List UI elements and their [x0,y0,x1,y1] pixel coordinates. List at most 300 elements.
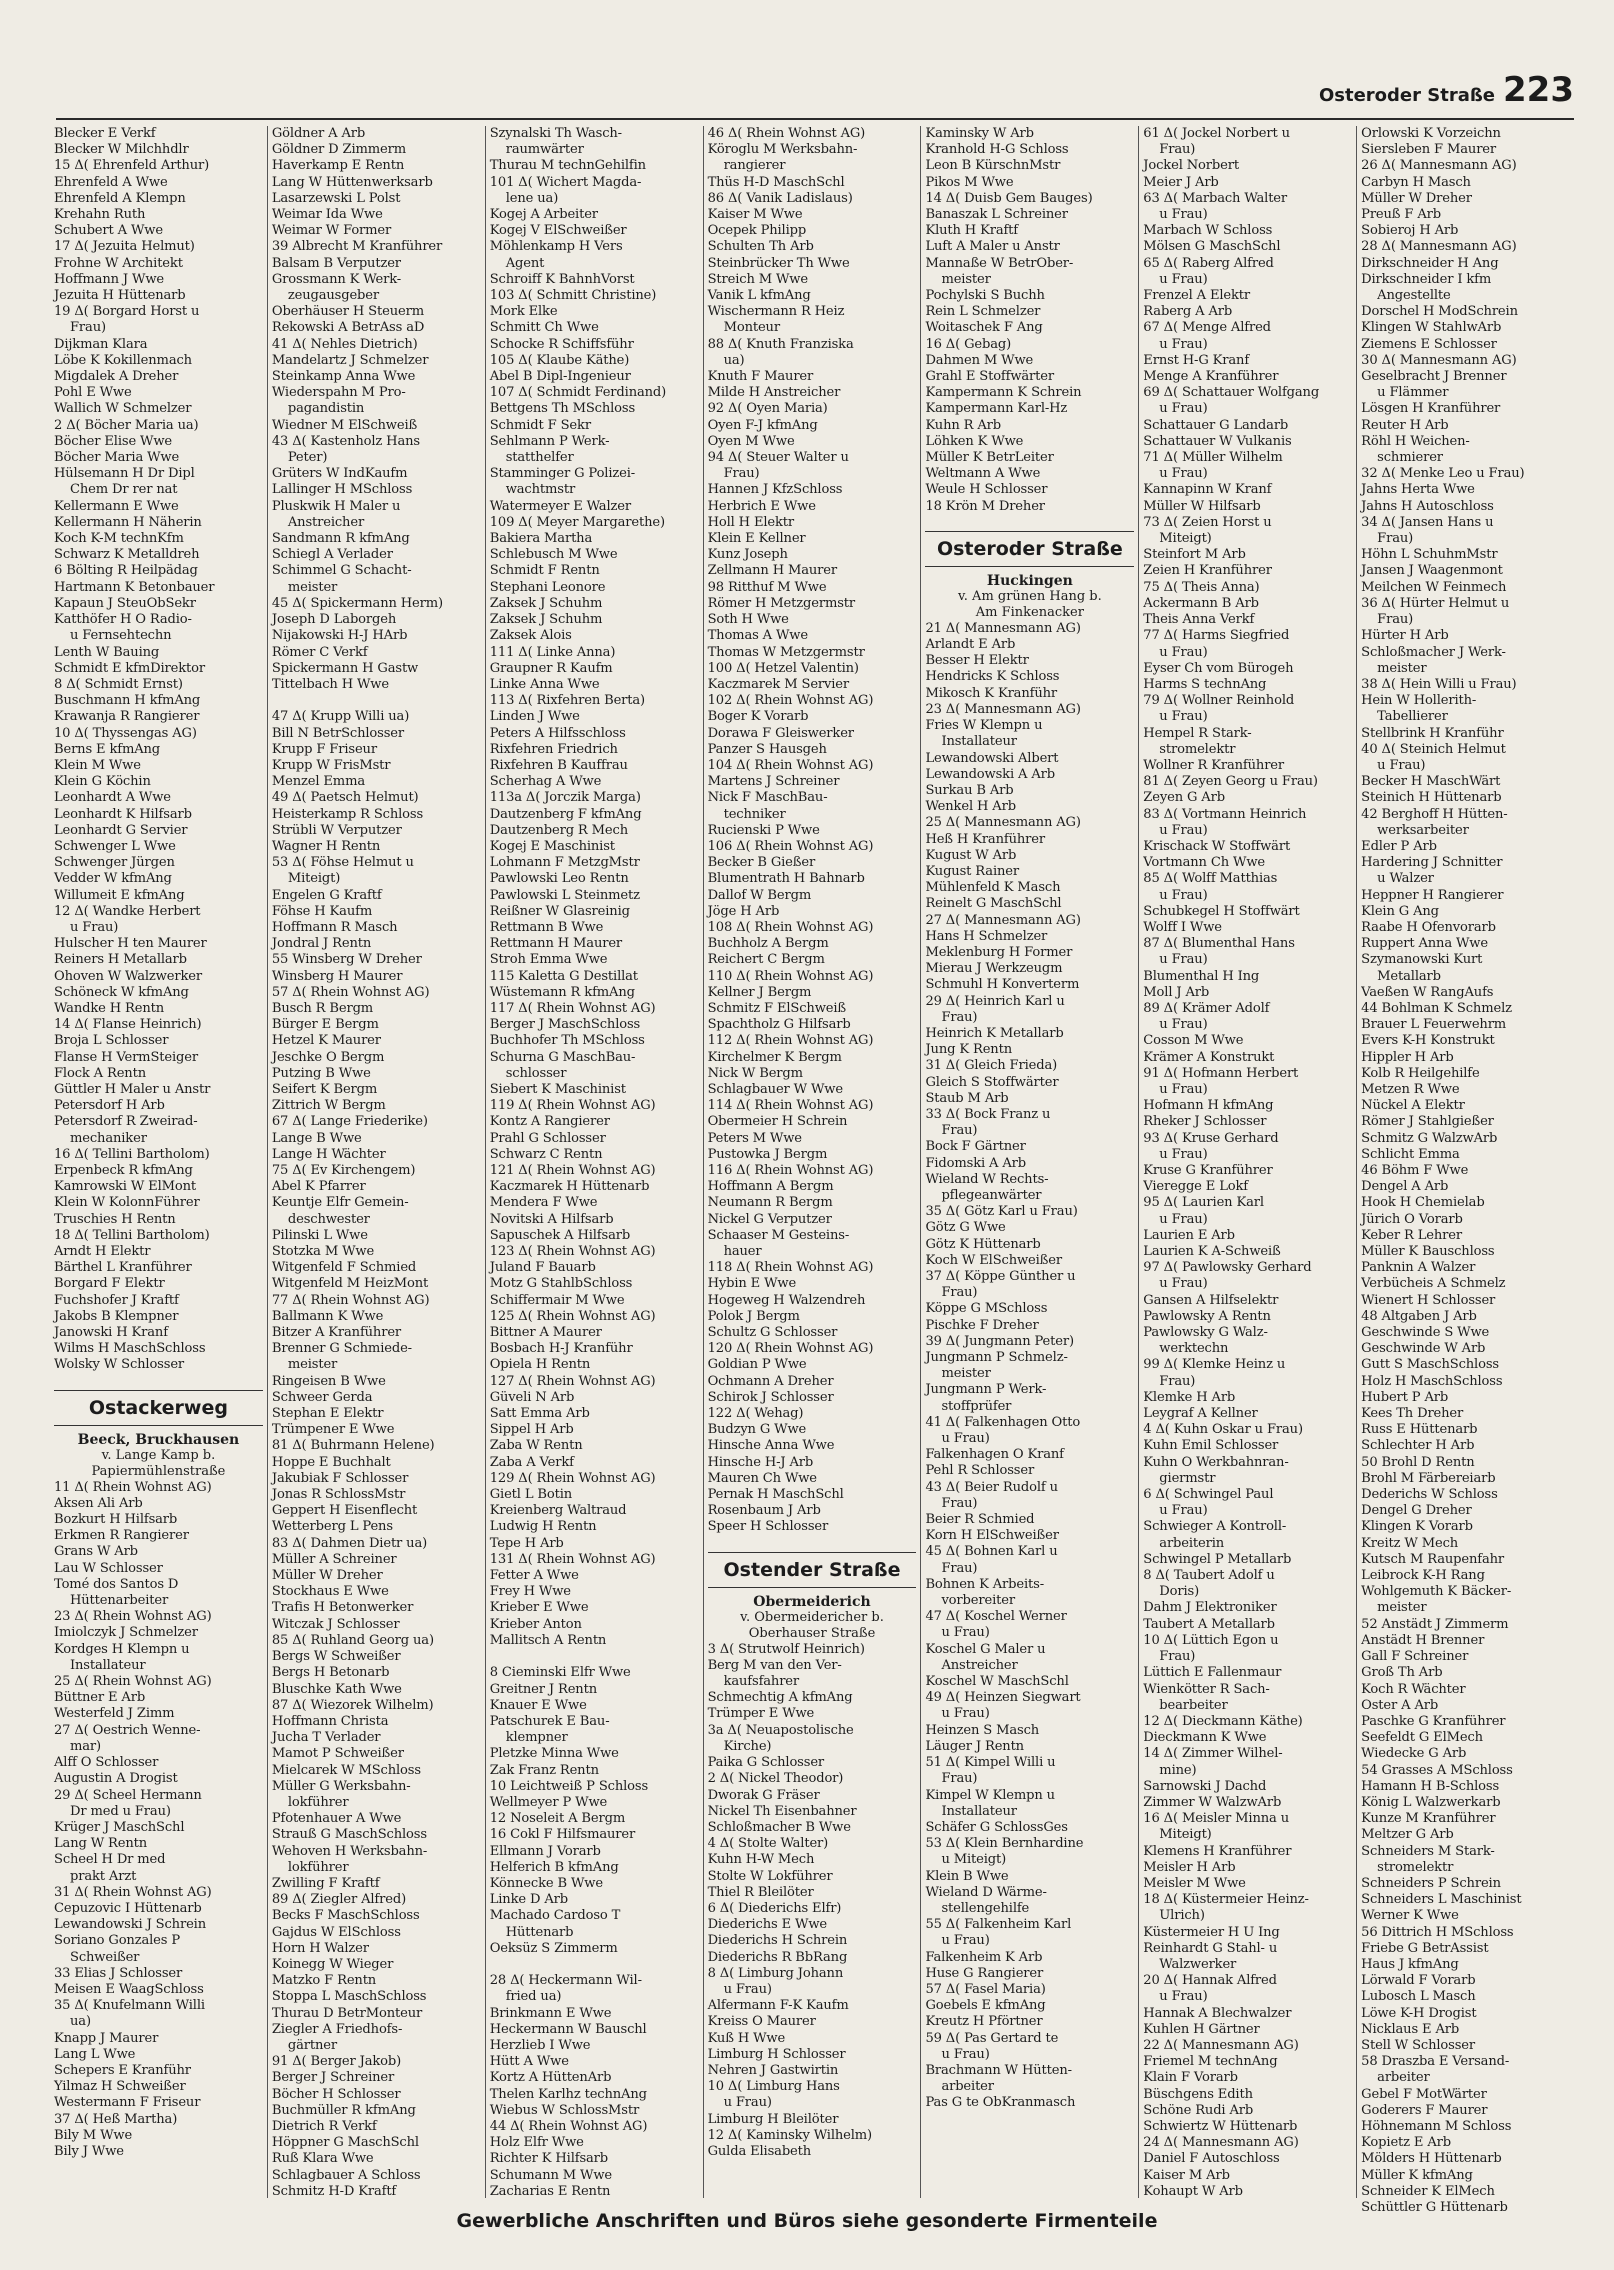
directory-entry: Brinkmann E Wwe [489,2005,612,2021]
directory-entry: Weimar W Former [271,223,392,239]
directory-entry: Kogej A Arbeiter [489,207,598,223]
directory-entry: Zellmann H Maurer [707,563,837,579]
directory-entry: Ehrenfeld A Klempn [54,190,186,206]
directory-entry: 6 Δ( Diederichs Elfr) [707,1900,842,1916]
column-3 [486,126,704,2198]
directory-entry: 105 Δ( Klaube Käthe) [489,352,630,368]
directory-entry: Weimar Ida Wwe [271,207,383,223]
street-range: v. Lange Kamp b. [101,1447,216,1463]
directory-entry: 65 Δ( Raberg Alfred [1143,255,1274,271]
directory-entry: Brenner G Schmiede- [271,1341,412,1357]
directory-entry: Müller K kfmAng [1361,2167,1473,2183]
directory-entry: 3 Δ( Strutwolf Heinrich) [707,1641,865,1657]
directory-entry: Stockhaus E Wwe [271,1584,389,1600]
directory-entry: 45 Δ( Spickermann Herm) [271,595,443,611]
directory-entry: Römer H Metzgermstr [707,595,855,611]
entry-continuation: rangierer [723,158,786,174]
directory-entry: Zaksek Alois [489,628,572,644]
entry-continuation: Frau) [941,1009,978,1025]
entry-continuation: u Flämmer [1377,385,1449,401]
directory-entry: Mendera F Wwe [489,1195,598,1211]
directory-entry: Mandelartz J Schmelzer [271,352,429,368]
directory-entry: Scherhag A Wwe [489,774,602,790]
directory-entry: Kimpel W Klempn u [925,1787,1055,1803]
directory-entry: Bergs W Schweißer [271,1649,401,1665]
directory-entry: Linke Anna Wwe [489,676,600,692]
directory-entry: Raberg A Arb [1143,304,1233,320]
directory-entry: Graupner R Kaufm [489,660,613,676]
directory-entry: Kellermann H Näherin [54,514,202,530]
directory-entry: Kluth H Kraftf [925,223,1018,239]
directory-entry: Falkenhagen O Kranf [925,1447,1064,1463]
entry-continuation: fried ua) [505,1989,562,2005]
directory-entry: 10 Δ( Limburg Hans [707,2079,840,2095]
entry-continuation: Miteigt) [1159,531,1212,547]
directory-entry: Heinzen S Masch [925,1722,1040,1738]
directory-entry: Jahns Herta Wwe [1361,482,1475,498]
entry-continuation: Hüttenarb [505,1924,574,1940]
directory-entry: Pluskwik H Maler u [271,498,401,514]
directory-entry: 31 Δ( Gleich Frieda) [925,1058,1058,1074]
directory-entry: Mauren Ch Wwe [707,1470,817,1486]
directory-entry: Edler P Arb [1361,838,1437,854]
entry-continuation: Ulrich) [1159,1908,1205,1924]
directory-entry: Krehahn Ruth [54,207,146,223]
directory-entry: 27 Δ( Oestrich Wenne- [54,1722,201,1738]
entry-continuation: u Frau) [70,919,119,935]
directory-entry: Pfotenhauer A Wwe [271,1811,402,1827]
directory-entry: Schumann M Wwe [489,2167,613,2183]
directory-entry: 18 Krön M Dreher [925,498,1045,514]
directory-entry: Truschies H Rentn [54,1211,176,1227]
entry-continuation: meister [1377,660,1427,676]
directory-entry: Boger K Vorarb [707,709,809,725]
directory-entry: Büttner E Arb [54,1690,146,1706]
directory-entry: Meilchen W Feinmech [1361,579,1507,595]
directory-entry: Nückel A Elektr [1361,1098,1465,1114]
directory-entry: Dahm J Elektroniker [1143,1600,1277,1616]
directory-entry: Schneiders M Stark- [1361,1843,1495,1859]
directory-entry: Schlagbauer W Wwe [707,1081,843,1097]
directory-entry: 16 Δ( Gebag) [925,336,1012,352]
directory-entry: Pawlowsky A Rentn [1143,1308,1271,1324]
entry-continuation: werksarbeiter [1377,822,1469,838]
directory-entry: Höppner G MaschSchl [271,2135,419,2151]
entry-continuation: wachtmstr [505,482,576,498]
directory-entry: Meisler M Wwe [1143,1875,1246,1891]
district-name: Beeck, Bruckhausen [77,1431,240,1448]
directory-entry: Brauer L Feuerwehrm [1361,1017,1507,1033]
directory-entry: Pawlowski Leo Rentn [489,871,629,887]
directory-entry: Becker B Gießer [707,855,816,871]
directory-entry: Reiners H Metallarb [54,952,187,968]
directory-entry: Böcher Elise Wwe [54,433,173,449]
directory-entry: 83 Δ( Vortmann Heinrich [1143,806,1307,822]
directory-entry: 103 Δ( Schmitt Christine) [489,288,657,304]
directory-entry: 55 Δ( Falkenheim Karl [925,1917,1072,1933]
entry-continuation: Walzwerker [1159,1956,1237,1972]
directory-entry: Schattauer G Landarb [1143,417,1289,433]
directory-entry: Winsberg H Maurer [271,968,403,984]
directory-entry: Dieckmann K Wwe [1143,1730,1267,1746]
directory-entry: Streich M Wwe [707,271,808,287]
directory-entry: 131 Δ( Rhein Wohnst AG) [489,1551,656,1567]
directory-entry: Wenkel H Arb [925,799,1016,815]
directory-entry: Engelen G Kraftf [271,887,382,903]
directory-entry: Szynalski Th Wasch- [489,126,622,141]
directory-entry: Müller K Bauschloss [1361,1244,1495,1260]
directory-entry: 44 Bohlman K Schmelz [1361,1000,1512,1016]
directory-entry: Haverkamp E Rentn [271,158,405,174]
directory-entry: Klein G Köchin [54,774,151,790]
directory-entry: 55 Winsberg W Dreher [271,952,422,968]
directory-entry: Richter K Hilfsarb [489,2151,609,2167]
directory-entry: Kopietz E Arb [1361,2135,1451,2151]
directory-entry: Thomas W Metzgermstr [707,644,865,660]
directory-entry: Blumenthal H Ing [1143,968,1260,984]
directory-entry: Schmitz H-D Kraftf [271,2183,397,2199]
directory-entry: 83 Δ( Dahmen Dietr ua) [271,1535,428,1551]
directory-entry: 92 Δ( Oyen Maria) [707,401,828,417]
directory-entry: Hamann H B-Schloss [1361,1778,1500,1794]
directory-entry: Koinegg W Wieger [271,1956,394,1972]
directory-entry: 18 Δ( Küstermeier Heinz- [1143,1892,1309,1908]
directory-entry: Büschgens Edith [1143,2086,1253,2102]
directory-entry: Jonas R SchlossMstr [271,1487,406,1503]
directory-entry: Polok J Bergm [707,1308,800,1324]
entry-continuation: Doris) [1159,1584,1200,1600]
directory-entry: Seifert K Bergm [271,1081,378,1097]
directory-entry: Ludwig H Rentn [489,1519,597,1535]
directory-entry: Leon B KürschnMstr [925,158,1061,174]
directory-entry: Koschel G Maler u [925,1641,1046,1657]
directory-entry: Ochmann A Dreher [707,1373,834,1389]
directory-entry: Schöne Rudi Arb [1143,2102,1254,2118]
directory-entry: Mamot P Schweißer [271,1746,404,1762]
directory-entry: Brohl M Färbereiarb [1361,1470,1496,1486]
directory-entry: Witgenfeld F Schmied [271,1260,417,1276]
directory-entry: 22 Δ( Mannesmann AG) [1143,2037,1299,2053]
directory-entry: 49 Δ( Heinzen Siegwart [925,1690,1081,1706]
directory-entry: Schwieger A Kontroll- [1143,1519,1287,1535]
directory-entry: Korn H ElSchweißer [925,1528,1059,1544]
directory-entry: Becks F MaschSchloss [271,1908,420,1924]
directory-entry: Bily J Wwe [54,2143,124,2159]
directory-entry: Bosbach H-J Kranführ [489,1341,633,1357]
directory-entry: Wallich W Schmelzer [54,401,192,417]
directory-entry: Ernst H-G Kranf [1143,352,1250,368]
directory-entry: Gajdus W ElSchloss [271,1924,401,1940]
directory-entry: Scheel H Dr med [54,1852,166,1868]
directory-entry: Schneiders P Schrein [1361,1875,1501,1891]
directory-entry: Zwilling F Kraftf [271,1875,380,1891]
directory-entry: 29 Δ( Scheel Hermann [54,1787,202,1803]
directory-entry: Löbe K Kokillenmach [54,352,192,368]
directory-entry: Hoffmann J Wwe [54,271,164,287]
directory-entry: Linke D Arb [489,1892,568,1908]
street-range: Papiermühlenstraße [91,1463,226,1479]
directory-entry: Carbyn H Masch [1361,174,1471,190]
directory-entry: Höhnemann M Schloss [1361,2118,1512,2134]
directory-entry: Sippel H Arb [489,1422,574,1438]
directory-entry: Schwarz K Metalldreh [54,547,200,563]
directory-entry: Sandmann R kfmAng [271,531,410,547]
entry-continuation: u Frau) [941,1625,990,1641]
directory-entry: Thelen Karlhz technAng [489,2086,647,2102]
directory-entry: Lasarzewski L Polst [271,190,401,206]
directory-entry: Wüstemann R kfmAng [489,984,635,1000]
directory-entry: Rixfehren B Kauffrau [489,757,628,773]
directory-entry: Klingen K Vorarb [1361,1519,1473,1535]
directory-entry: Hinsche H-J Arb [707,1454,814,1470]
directory-entry: Hoffmann R Masch [271,919,398,935]
directory-entry: Kordges H Klempn u [54,1641,190,1657]
directory-entry: Kuhlen H Gärtner [1143,2021,1260,2037]
directory-entry: 81 Δ( Buhrmann Helene) [271,1438,435,1454]
directory-entry: Alff O Schlosser [54,1755,159,1771]
directory-entry: 116 Δ( Rhein Wohnst AG) [707,1163,874,1178]
directory-entry: Wolff I Wwe [1143,919,1222,935]
directory-entry: Seefeldt G ElMech [1361,1730,1483,1746]
directory-entry: Linden J Wwe [489,709,580,725]
directory-entry: 14 Δ( Duisb Gem Bauges) [925,190,1093,206]
entry-continuation: u Frau) [1159,1081,1208,1097]
directory-entry: Grans W Arb [54,1544,138,1560]
directory-entry: Bettgens Th MSchloss [489,401,636,417]
directory-entry: Schwenger Jürgen [54,855,175,871]
directory-entry: Dworak G Fräser [707,1787,820,1803]
directory-entry: Wiebus W SchlossMstr [489,2102,640,2118]
directory-entry: Arlandt E Arb [925,637,1016,653]
entry-continuation: u Frau) [1159,1276,1208,1292]
directory-entry: Pilinski L Wwe [271,1227,368,1243]
directory-entry: Witczak J Schlosser [271,1616,400,1632]
directory-entry: Paika G Schlosser [707,1755,825,1771]
directory-entry: Bitzer A Kranführer [271,1325,402,1341]
directory-entry: Peters M Wwe [707,1130,802,1146]
directory-entry: Kreiss O Maurer [707,2014,816,2030]
entry-continuation: stromelektr [1159,741,1236,757]
directory-entry: Opiela H Rentn [489,1357,591,1373]
column-1 [50,126,268,2198]
entry-continuation: hauer [723,1244,762,1260]
directory-entry: Köppe G MSchloss [925,1301,1048,1317]
directory-entry: Willumeit E kfmAng [54,887,185,903]
directory-entry: 91 Δ( Hofmann Herbert [1143,1065,1299,1081]
directory-entry: Preuß F Arb [1361,207,1442,223]
directory-entry: Krupp W FrisMstr [271,757,391,773]
directory-entry: Sehlmann P Werk- [489,433,610,449]
directory-entry: Wehoven H Werksbahn- [271,1843,428,1859]
directory-entry: Schwingel P Metallarb [1143,1551,1292,1567]
directory-entry: 8 Δ( Limburg Johann [707,1965,844,1981]
directory-entry: Siersleben F Maurer [1361,142,1497,158]
directory-entry: Migdalek A Dreher [54,369,179,385]
directory-entry: Holz Elfr Wwe [489,2135,584,2151]
directory-entry: Vieregge E Lokf [1143,1179,1248,1195]
directory-entry: Schäfer G SchlossGes [925,1819,1068,1835]
directory-entry: Gleich S Stoffwärter [925,1074,1059,1090]
directory-entry: Jungmann P Schmelz- [925,1350,1068,1366]
directory-entry: Dengel A Arb [1361,1179,1449,1195]
directory-entry: Kuhn O Werkbahnran- [1143,1454,1289,1470]
directory-entry: 100 Δ( Hetzel Valentin) [707,660,859,676]
entry-continuation: Frau) [1159,1649,1196,1665]
directory-entry: Paschke G Kranführer [1361,1713,1506,1729]
directory-entry: Kees Th Dreher [1361,1406,1464,1422]
directory-entry: Meltzer G Arb [1361,1827,1454,1843]
directory-entry: 26 Δ( Mannesmann AG) [1361,158,1517,174]
entry-continuation: Schweißer [70,1949,140,1965]
directory-entry: Friemel M technAng [1143,2054,1278,2070]
directory-entry: 8 Δ( Taubert Adolf u [1143,1568,1275,1584]
directory-entry: Strübli W Verputzer [271,822,402,838]
directory-entry: Zak Franz Rentn [489,1762,599,1778]
directory-entry: Russ E Hüttenarb [1361,1422,1478,1438]
directory-entry: 32 Δ( Menke Leo u Frau) [1361,466,1525,482]
directory-entry: Keber R Lehrer [1361,1227,1462,1243]
directory-entry: Mork Elke [489,304,558,320]
directory-entry: 24 Δ( Mannesmann AG) [1143,2135,1299,2151]
directory-entry: Götz K Hüttenarb [925,1236,1041,1252]
directory-entry: Fries W Klempn u [925,718,1043,734]
directory-entry: Schmidt F Rentn [489,563,600,579]
directory-entry: 119 Δ( Rhein Wohnst AG) [489,1098,656,1114]
directory-entry: Zacharias E Rentn [489,2183,611,2199]
directory-entry: Müller W Dreher [271,1568,383,1584]
directory-entry: Kunz Joseph [707,547,788,563]
district-name: Huckingen [986,572,1073,589]
directory-entry: 85 Δ( Ruhland Georg ua) [271,1632,434,1648]
directory-entry: Buschmann H kfmAng [54,693,201,709]
directory-entry: Stephani Leonore [489,579,606,595]
directory-entry: 43 Δ( Beier Rudolf u [925,1479,1058,1495]
directory-entry: Taubert A Metallarb [1143,1616,1275,1632]
directory-entry: Rixfehren Friedrich [489,741,618,757]
entry-continuation: werktechn [1159,1341,1229,1357]
directory-entry: Bittner A Maurer [489,1325,602,1341]
directory-entry: Rein L Schmelzer [925,304,1041,320]
entry-continuation: Metallarb [1377,968,1441,984]
entry-continuation: vorbereiter [941,1593,1015,1609]
entry-continuation: u Frau) [1159,952,1208,968]
directory-entry: Nickel G Verputzer [707,1211,832,1227]
directory-entry: Göldner A Arb [271,126,366,141]
directory-entry: Schocke R Schiffsführ [489,336,634,352]
directory-entry: Borgard F Elektr [54,1276,165,1292]
directory-entry: 10 Δ( Lüttich Egon u [1143,1632,1279,1648]
directory-entry: Rucienski P Wwe [707,822,820,838]
directory-entry: Jucha T Verlader [271,1730,381,1746]
directory-entry: 28 Δ( Mannesmann AG) [1361,239,1517,255]
directory-entry: Kaiser M Arb [1143,2167,1230,2183]
directory-entry: Thiel R Bleilöter [707,1884,814,1900]
directory-entry: Grahl E Stoffwärter [925,369,1054,385]
entry-continuation: lokführer [287,1859,349,1875]
directory-entry: Huse G Rangierer [925,1965,1044,1981]
directory-entry: Bluschke Kath Wwe [271,1681,402,1697]
directory-entry: 110 Δ( Rhein Wohnst AG) [707,968,874,984]
directory-entry: 109 Δ( Meyer Margarethe) [489,514,665,530]
directory-entry: 47 Δ( Krupp Willi ua) [271,709,410,725]
directory-entry: Pochylski S Buchh [925,288,1045,304]
directory-entry: Thomas A Wwe [707,628,808,644]
directory-entry: Zaba W Rentn [489,1438,583,1454]
directory-entry: Kreienberg Waltraud [489,1503,627,1519]
directory-entry: Dorschel H ModSchrein [1361,304,1518,320]
directory-entry: Schimmel G Schacht- [271,563,412,579]
directory-entry: 25 Δ( Rhein Wohnst AG) [54,1674,212,1690]
directory-entry: Schiegl A Verlader [271,547,393,563]
directory-entry: Hoffmann A Bergm [707,1179,834,1195]
directory-entry: Anstädt H Brenner [1361,1632,1485,1648]
directory-entry: Theis Anna Verkf [1143,612,1255,628]
entry-continuation: u Frau) [1159,1146,1208,1162]
directory-entry: Oyen F-J kfmAng [707,417,818,433]
column-4 [704,126,922,2198]
directory-entry: Klein B Wwe [925,1868,1009,1884]
directory-entry: Yilmaz H Schweißer [54,2079,186,2095]
entry-continuation: giermstr [1159,1470,1216,1486]
directory-entry: Limburg H Bleilöter [707,2111,839,2127]
entry-continuation: stoffprüfer [941,1398,1012,1414]
directory-entry: Römer C Verkf [271,644,368,660]
directory-entry: Bergs H Betonarb [271,1665,390,1681]
directory-entry: Wiedner M ElSchweiß [271,417,418,433]
directory-entry: Hook H Chemielab [1361,1195,1485,1211]
entry-continuation: u Frau) [1159,1211,1208,1227]
directory-entry: Müller G Werksbahn- [271,1778,411,1794]
directory-entry: Greitner J Rentn [489,1681,597,1697]
directory-entry: Falkenheim K Arb [925,1949,1043,1965]
directory-entry: Schepers E Kranführ [54,2062,191,2078]
directory-entry: Trafis H Betonwerker [271,1600,414,1616]
directory-entry: 88 Δ( Knuth Franziska [707,336,854,352]
directory-entry: Milde H Anstreicher [707,385,841,401]
directory-entry: Klein M Wwe [54,757,141,773]
directory-entry: Krawanja R Rangierer [54,709,200,725]
directory-entry: Krämer A Konstrukt [1143,1049,1275,1065]
directory-entry: Kutsch M Raupenfahr [1361,1551,1505,1567]
directory-entry: Oster A Arb [1361,1697,1439,1713]
directory-entry: Ziegler A Friedhofs- [271,2021,403,2037]
directory-entry: 45 Δ( Bohnen Karl u [925,1544,1058,1560]
directory-entry: Schloßmacher B Wwe [707,1819,851,1835]
directory-entry: Geschwinde S Wwe [1361,1325,1490,1341]
directory-entry: 41 Δ( Nehles Dietrich) [271,336,418,352]
directory-entry: Bock F Gärtner [925,1139,1026,1155]
entry-continuation: Kirche) [723,1738,772,1754]
directory-entry: 25 Δ( Mannesmann AG) [925,815,1081,831]
directory-entry: 73 Δ( Zeien Horst u [1143,514,1272,530]
directory-entry: Leonhardt K Hilfsarb [54,806,192,822]
directory-entry: Vortmann Ch Wwe [1143,855,1265,871]
directory-entry: Kapaun J SteuObSekr [54,595,196,611]
directory-entry: Vaeßen W RangAufs [1361,984,1494,1000]
street-range: v. Am grünen Hang b. [957,588,1102,604]
directory-entry: 6 Δ( Schwingel Paul [1143,1487,1274,1503]
directory-entry: 29 Δ( Heinrich Karl u [925,993,1065,1009]
directory-entry: Patschurek E Bau- [489,1713,610,1729]
directory-entry: Fidomski A Arb [925,1155,1027,1171]
directory-entry: Kuhn H-W Mech [707,1852,815,1868]
directory-entry: Jahns H Autoschloss [1361,498,1494,514]
directory-entry: Köroglu M Werksbahn- [707,142,858,158]
header-rule [56,118,1574,120]
directory-entry: Orlowski K Vorzeichn [1361,126,1501,141]
directory-entry: Meisen E WaagSchloss [54,1981,204,1997]
directory-entry: Rosenbaum J Arb [707,1503,821,1519]
